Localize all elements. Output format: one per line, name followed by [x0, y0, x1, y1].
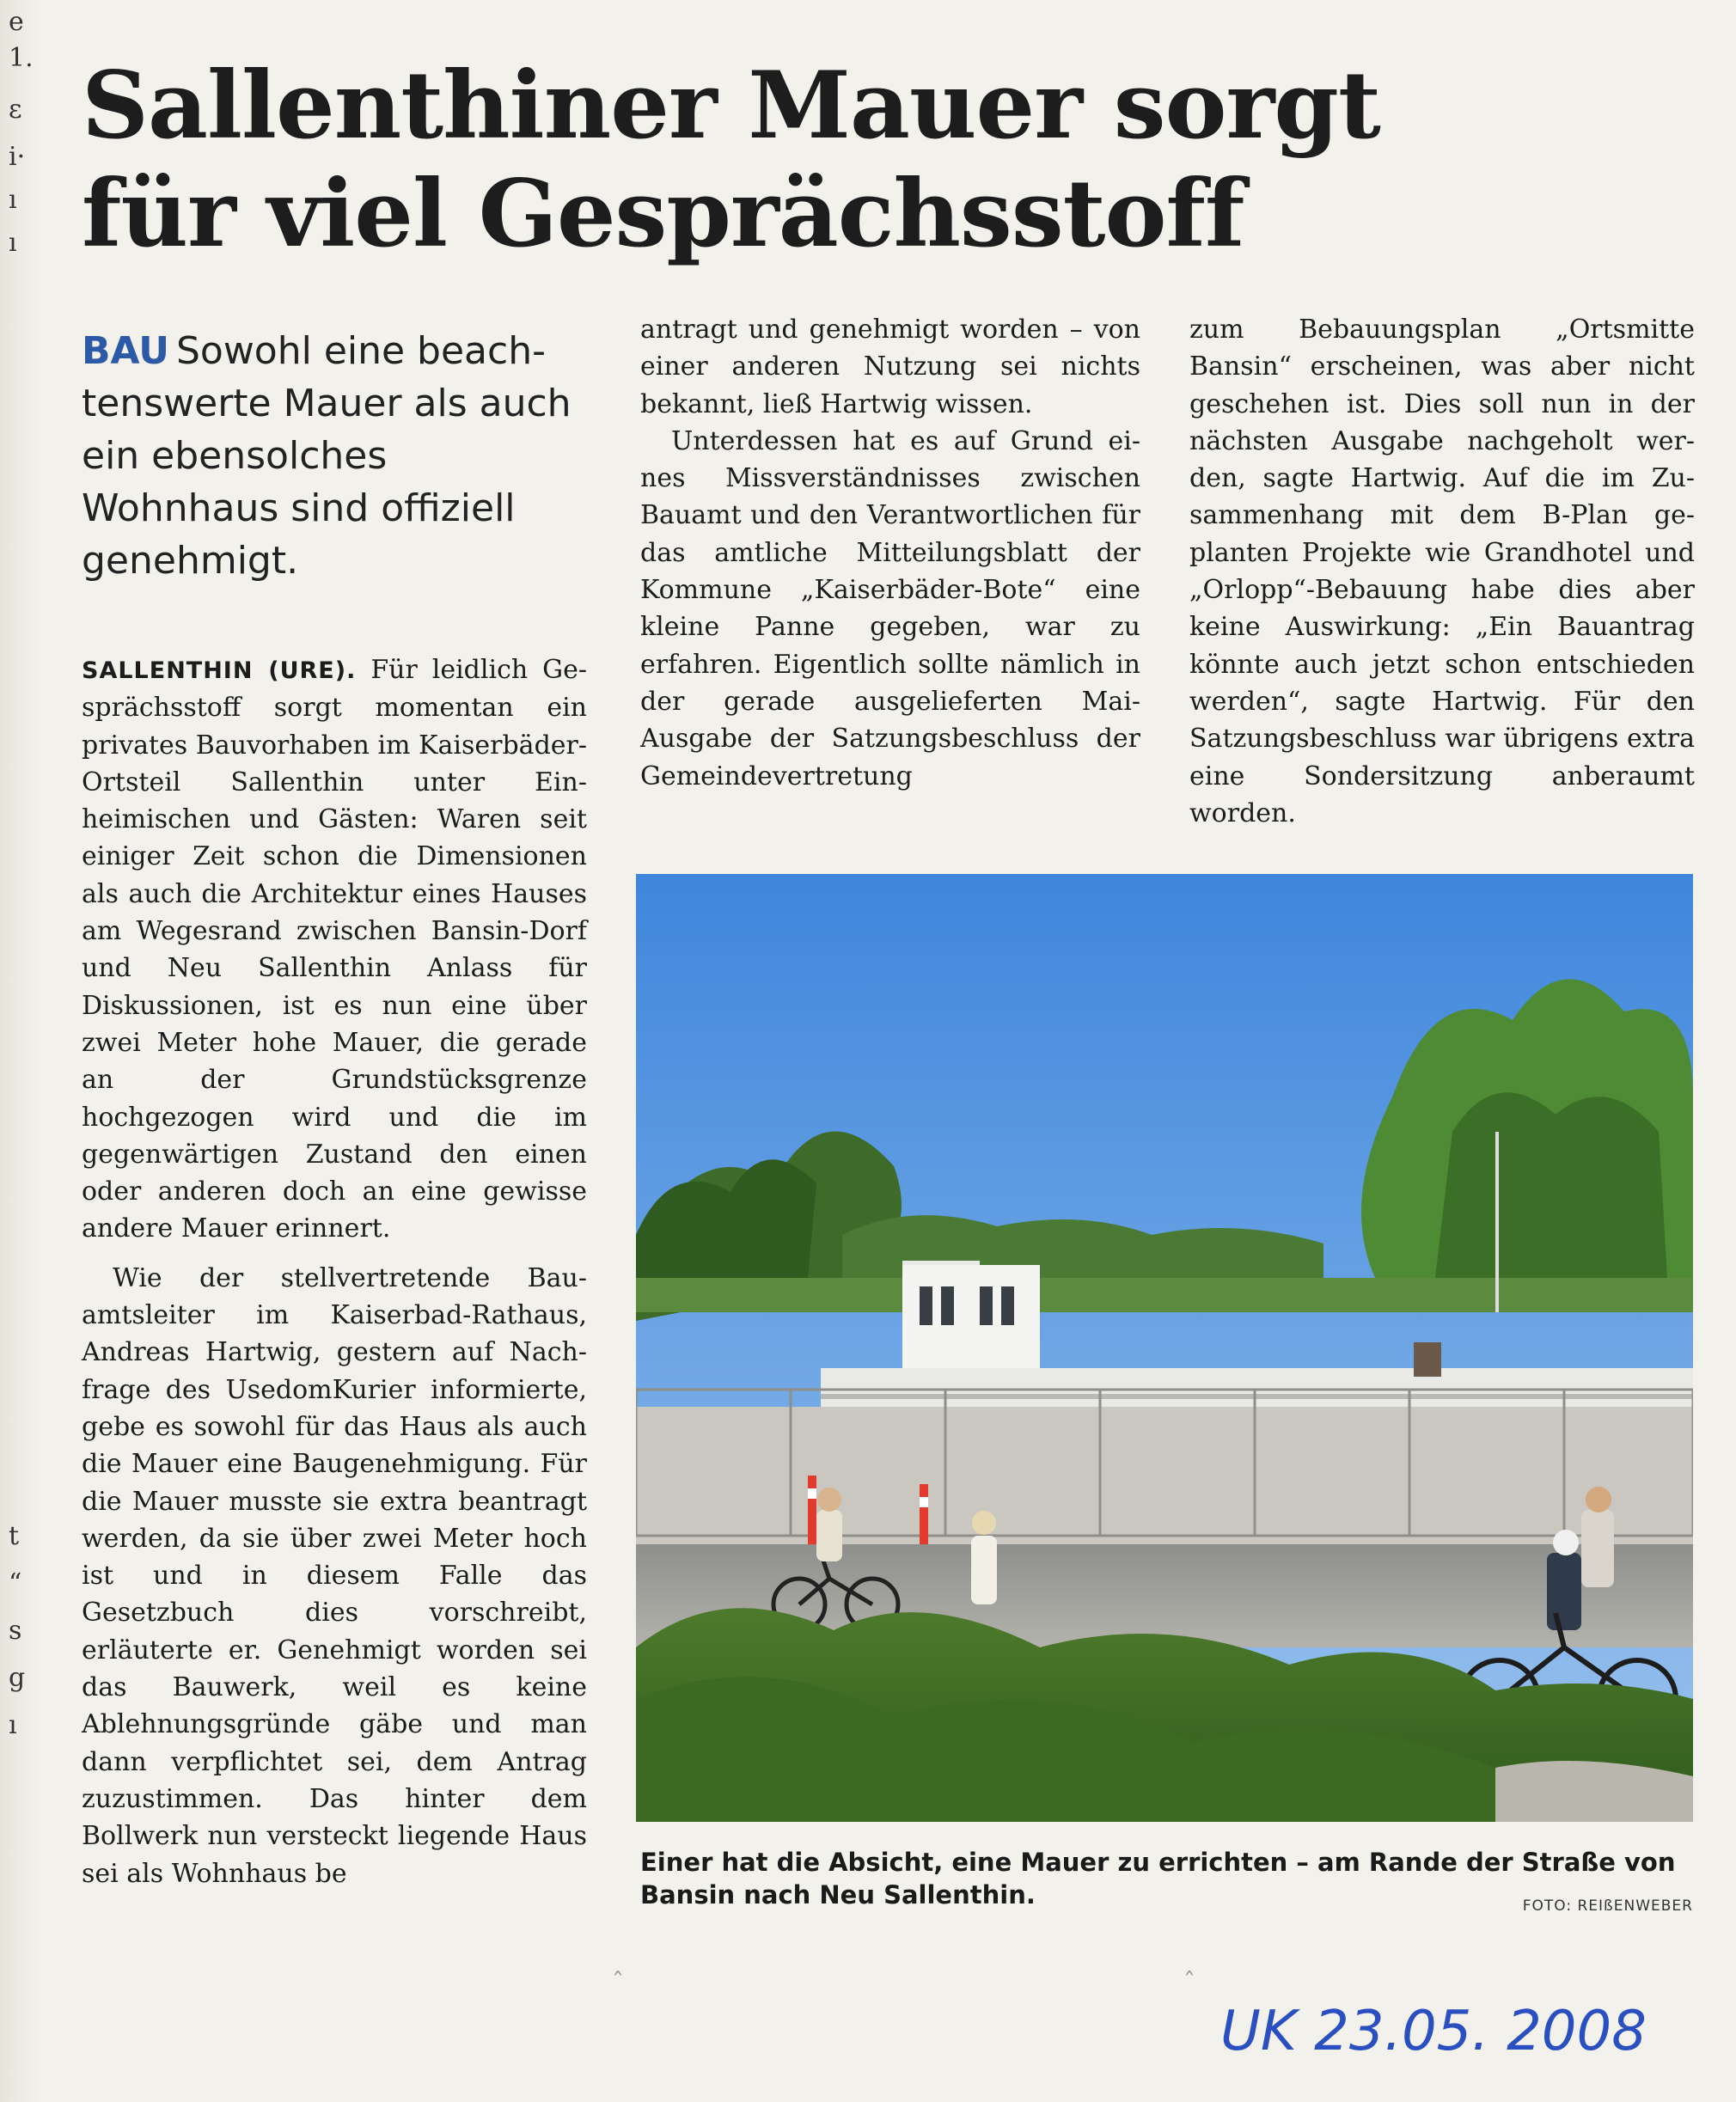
- paragraph: Für leidlich Gesprächsstoff sorgt momentan ein privates Bauvorhaben im Kaiserbäder-Ortsteil Sallenthin unter Einheimischen und Gästen: Waren seit einiger Zeit schon die Dimensionen als auch die Architektur eines Hauses am Wegesrand zwischen Bansin-Dorf und Neu Sallenthin Anlass für Diskussionen, ist es nun eine über zwei Meter hohe Mauer, die gerade an der Grundstücksgrenze hochgezogen wird und die im gegenwärtigen Zustand den einen oder anderen doch an eine gewisse andere Mauer erinnert.: [82, 655, 587, 1244]
- edge-mark: s: [9, 1616, 22, 1646]
- photo-wall-and-cyclists: [636, 874, 1693, 1822]
- article-photo: [636, 874, 1693, 1822]
- punch-mark: ˆ: [612, 1968, 624, 1996]
- edge-mark: ı: [9, 228, 17, 258]
- article-headline: [82, 52, 1422, 268]
- article-column-3: [1189, 311, 1695, 832]
- edge-mark: ɛ: [9, 95, 22, 125]
- edge-mark: i·: [9, 142, 26, 172]
- article-column-2: [640, 311, 1140, 795]
- section-kicker: BAU: [82, 329, 169, 373]
- punch-mark: ˆ: [1183, 1968, 1195, 1996]
- article-column-1: [82, 651, 587, 1892]
- dateline: SALLENTHIN (URE).: [82, 657, 357, 684]
- handwritten-date-text: UK 23.05. 2008: [1220, 2000, 1647, 2063]
- edge-mark: g: [9, 1663, 26, 1693]
- headline-line-2: für viel Gesprächsstoff: [82, 160, 1244, 268]
- edge-mark: “: [9, 1568, 22, 1598]
- edge-mark: e: [9, 7, 24, 37]
- headline-line-1: Sallenthiner Mauer sorgt: [82, 52, 1380, 160]
- edge-mark: ı: [9, 185, 17, 215]
- photo-caption: Einer hat die Absicht, eine Mauer zu errichten – am Rande der Straße von Bansin nach Neu Sallenthin.: [640, 1848, 1676, 1910]
- lead-text: Sowohl eine beachtenswerte Mauer als auch ein ebensolches Wohnhaus sind offiziell genehmigt.: [82, 329, 572, 583]
- adjacent-column-edge: [0, 0, 41, 2102]
- edge-mark: t: [9, 1521, 20, 1551]
- paragraph: antragt und genehmigt worden – von einer anderen Nutzung sei nichts bekannt, ließ Hartwig wissen.: [640, 315, 1140, 419]
- article-lead: [82, 325, 589, 587]
- paragraph: Unterdessen hat es auf Grund eines Missverständnisses zwischen Bauamt und den Verantwortlichen für das amtliche Mitteilungsblatt der Kommune „Kaiserbäder-Bote“ eine kleine Panne gegeben, war zu erfahren. Eigentlich sollte nämlich in der gerade ausgelieferten Mai-Ausgabe der Satzungsbeschluss der Gemeindevertretung: [640, 425, 1140, 791]
- photo-credit: FOTO: REIßENWEBER: [1522, 1897, 1693, 1915]
- edge-mark: ı: [9, 1710, 17, 1740]
- paragraph: zum Bebauungsplan „Ortsmitte Bansin“ erscheinen, was aber nicht geschehen ist. Dies soll nun in der nächsten Ausgabe nachgeholt werden, sagte Hartwig. Auf die im Zusammenhang mit dem B-Plan geplanten Projekte wie Grandhotel und „Orlopp“-Bebauung habe dies aber keine Auswirkung: „Ein Bauantrag könnte auch jetzt schon entschieden werden“, sagte Hartwig. Für den Satzungsbeschluss war übrigens extra eine Sondersitzung anberaumt worden.: [1189, 315, 1695, 828]
- paragraph: Wie der stellvertretende Bauamtsleiter im Kaiserbad-Rathaus, Andreas Hartwig, gestern auf Nachfrage des UsedomKurier informierte, gebe es sowohl für das Haus als auch die Mauer eine Baugenehmigung. Für die Mauer musste sie extra beantragt werden, da sie über zwei Meter hoch ist und in diesem Falle das Gesetzbuch dies vorschreibt, erläuterte er. Genehmigt worden sei das Bauwerk, weil es keine Ablehnungsgründe gäbe und man dann verpflichtet sei, dem Antrag zuzustimmen. Das hinter dem Bollwerk nun versteckt liegende Haus sei als Wohnhaus be: [82, 1262, 587, 1889]
- edge-mark: 1.: [9, 43, 34, 73]
- handwritten-date-note: [1220, 1981, 1702, 2084]
